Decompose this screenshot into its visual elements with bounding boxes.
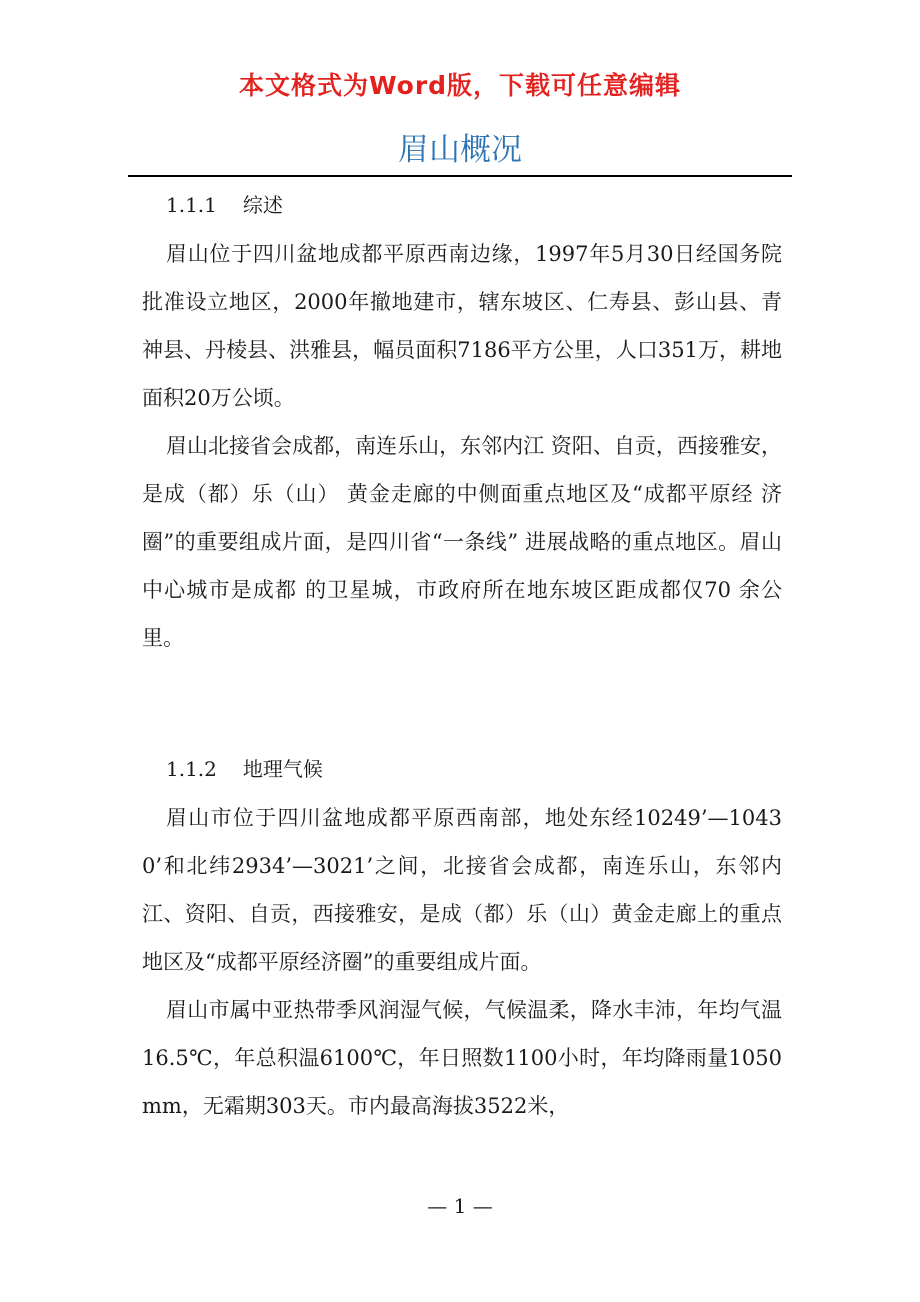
spacer bbox=[142, 662, 782, 750]
paragraph: 眉山位于四川盆地成都平原西南边缘，1997年5月30日经国务院批准设立地区，2000年撤地建市，辖东坡区、仁寿县、彭山县、青神县、丹棱县、洪雅县，幅员面积7186平方公里，人口351万，耕地面积20万公顷。 bbox=[142, 242, 782, 410]
paragraph: 眉山北接省会成都，南连乐山，东邻内江 资阳、自贡，西接雅安，是成（都）乐（山） 黄金走廊的中侧面重点地区及“成都平原经 济圈”的重要组成片面，是四川省“一条线” 进展战略的重点地区。眉山中心城市是成都 的卫星城，市政府所在地东坡区距成都仅70 余公里。 bbox=[142, 434, 782, 650]
page-number: — 1 — bbox=[427, 1194, 493, 1218]
banner-notice: 本文格式为Word版，下载可任意编辑 bbox=[238, 71, 682, 100]
title-rule bbox=[128, 175, 792, 177]
paragraph: 眉山市位于四川盆地成都平原西南部，地处东经10249’—10430’和北纬2934’—3021’之间，北接省会成都，南连乐山，东邻内江、资阳、自贡，西接雅安，是成（都）乐（山）黄金走廊上的重点地区及“成都平原经济圈”的重要组成片面。 bbox=[142, 806, 782, 974]
section-heading-overview bbox=[166, 186, 782, 224]
document-body bbox=[142, 186, 782, 1130]
section-title: 综述 bbox=[242, 193, 283, 217]
section-number: 1.1.1 bbox=[166, 193, 217, 217]
section-heading-geography-climate bbox=[166, 750, 782, 788]
paragraph: 眉山市属中亚热带季风润湿气候，气候温柔，降水丰沛，年均气温16.5℃，年总积温6100℃，年日照数1100小时，年均降雨量1050mm，无霜期303天。市内最高海拔3522米， bbox=[142, 998, 782, 1118]
document-title: 眉山概况 bbox=[398, 132, 522, 168]
section-title: 地理气候 bbox=[242, 757, 323, 781]
section-number: 1.1.2 bbox=[166, 757, 217, 781]
